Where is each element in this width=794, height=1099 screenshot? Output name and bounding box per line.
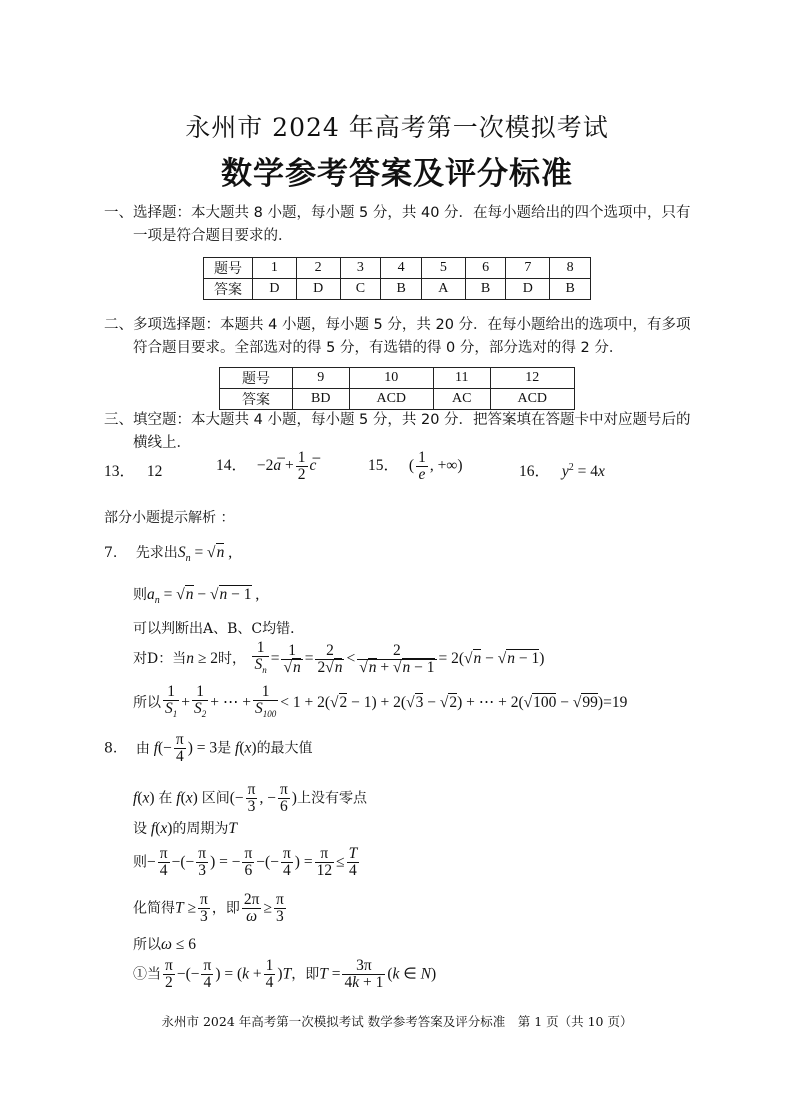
mc-answer-table bbox=[203, 257, 591, 300]
answer-cell: B bbox=[550, 279, 591, 300]
number-cell: 3 bbox=[340, 258, 381, 279]
number-cell: 11 bbox=[433, 368, 490, 389]
q14-number: 14． bbox=[216, 457, 248, 475]
answer-cell: B bbox=[465, 279, 506, 300]
hint-q7-line1: 7. 先求出$S_n = √n$ , bbox=[104, 544, 233, 565]
q7-number: 7. bbox=[104, 545, 118, 561]
hint-q8-line7: ①当 $\frac{\pi}{2}$ −(− $\frac{\pi}{4}$ ) = (k + $\frac{1}{4}$ )T，即T = $\frac{3\pi}{4k + 1}$ (k ∈ N) bbox=[133, 957, 437, 991]
number-cell: 6 bbox=[465, 258, 506, 279]
q15-answer: 15． ( $\frac{1}{e}$ , +∞) bbox=[368, 449, 463, 483]
answer-cell: C bbox=[340, 279, 381, 300]
table-row bbox=[220, 368, 575, 389]
doc-title: 数学参考答案及评分标准 bbox=[221, 156, 573, 192]
section1-heading-line2: 一项是符合题目要求的． bbox=[133, 228, 293, 244]
hint-q8-line5: 化简得T ≥ $\frac{\pi}{3}$ ，即 $\frac{2\pi}{\omega}$ ≥ $\frac{\pi}{3}$ bbox=[133, 891, 284, 925]
number-cell: 1 bbox=[253, 258, 297, 279]
answer-label-cell: 答案 bbox=[204, 279, 253, 300]
table-row bbox=[220, 389, 575, 410]
q15-number: 15． bbox=[368, 457, 400, 475]
number-cell: 10 bbox=[349, 368, 433, 389]
section1-heading-line1: 一、选择题：本大题共 8 小题，每小题 5 分，共 40 分．在每小题给出的四个选项中，只有 bbox=[104, 205, 691, 221]
answer-cell: D bbox=[506, 279, 550, 300]
q16-answer: 16． $y^2 = 4x$ bbox=[519, 461, 605, 480]
answer-cell: A bbox=[421, 279, 465, 300]
fill-answers bbox=[104, 459, 162, 481]
number-cell: 4 bbox=[381, 258, 422, 279]
hint-q8-line6: 所以ω ≤ 6 bbox=[133, 936, 196, 953]
answer-cell: AC bbox=[433, 389, 490, 410]
page-footer: 永州市 2024 年高考第一次模拟考试 数学参考答案及评分标准 第 1 页（共 10 页） bbox=[161, 1014, 633, 1029]
header-label-cell: 题号 bbox=[204, 258, 253, 279]
table-row bbox=[204, 258, 591, 279]
number-cell: 5 bbox=[421, 258, 465, 279]
number-cell: 12 bbox=[490, 368, 575, 389]
q13-answer: 12 bbox=[146, 463, 163, 480]
hint-q7-line5: 所以 $\frac{1}{S_1}$ + $\frac{1}{S_2}$ + ⋯ + $\frac{1}{S_{100}}$ < 1 + 2(√2 − 1) + 2(√3 − √2) + ⋯ + 2(√100 − √99)=19 bbox=[133, 683, 628, 720]
section3-heading-line2: 横线上． bbox=[133, 435, 191, 451]
number-cell: 7 bbox=[506, 258, 550, 279]
header-label-cell: 题号 bbox=[220, 368, 293, 389]
q14-answer: 14． −2a̅ + $\frac{1}{2}$ c bbox=[216, 449, 317, 483]
number-cell: 9 bbox=[293, 368, 350, 389]
number-cell: 8 bbox=[550, 258, 591, 279]
hint-q8-line3: 设 f(x)的周期为T bbox=[133, 820, 238, 837]
hint-q8-line2: f(x) 在 f(x) 区间(− $\frac{\pi}{3}$ , − $\frac{\pi}{6}$ )上没有零点 bbox=[133, 781, 367, 815]
answer-cell: B bbox=[381, 279, 422, 300]
hint-q7-line3: 可以判断出A、B、C均错． bbox=[133, 621, 305, 637]
hints-title: 部分小题提示解析 ： bbox=[104, 510, 235, 526]
answer-cell: D bbox=[296, 279, 340, 300]
section2-heading-line2: 符合题目要求。全部选对的得 5 分，有选错的得 0 分，部分选对的得 2 分． bbox=[133, 340, 624, 356]
answer-cell: ACD bbox=[349, 389, 433, 410]
exam-title: 永州市 2024 年高考第一次模拟考试 bbox=[185, 113, 609, 142]
hint-q8-line1: 8. 由 f(− $\frac{\pi}{4}$ ) = 3是 f(x)的最大值 bbox=[104, 731, 313, 765]
table-row bbox=[204, 279, 591, 300]
answer-label-cell: 答案 bbox=[220, 389, 293, 410]
answer-cell: BD bbox=[293, 389, 350, 410]
answer-cell: D bbox=[253, 279, 297, 300]
answer-cell: ACD bbox=[490, 389, 575, 410]
q16-number: 16． bbox=[519, 463, 551, 480]
multi-answer-table bbox=[219, 367, 575, 410]
number-cell: 2 bbox=[296, 258, 340, 279]
hint-q7-line4: 对D：当n ≥ 2时， $\frac{1}{S_n}$ = $\frac{1}{√n}$ = $\frac{2}{2√n}$ < $\frac{2}{√n + √n - 1}$ = 2(√n − √n − 1) bbox=[133, 639, 545, 676]
hint-q7-line2: 则$a_n = √n - √n - 1$ , bbox=[133, 586, 260, 607]
q13-number: 13． bbox=[104, 463, 136, 480]
hint-q8-line4: 则− $\frac{\pi}{4}$ −(− $\frac{\pi}{3}$ ) = − $\frac{\pi}{6}$ −(− $\frac{\pi}{4}$ ) = $\frac{\pi}{12}$ ≤ $\frac{T}{4}$ bbox=[133, 845, 358, 879]
section3-heading-line1: 三、填空题：本大题共 4 小题，每小题 5 分，共 20 分．把答案填在答题卡中对应题号后的 bbox=[104, 412, 691, 428]
section2-heading-line1: 二、多项选择题：本题共 4 小题，每小题 5 分，共 20 分．在每小题给出的选项中，有多项 bbox=[104, 317, 691, 333]
q8-number: 8. bbox=[104, 740, 118, 757]
